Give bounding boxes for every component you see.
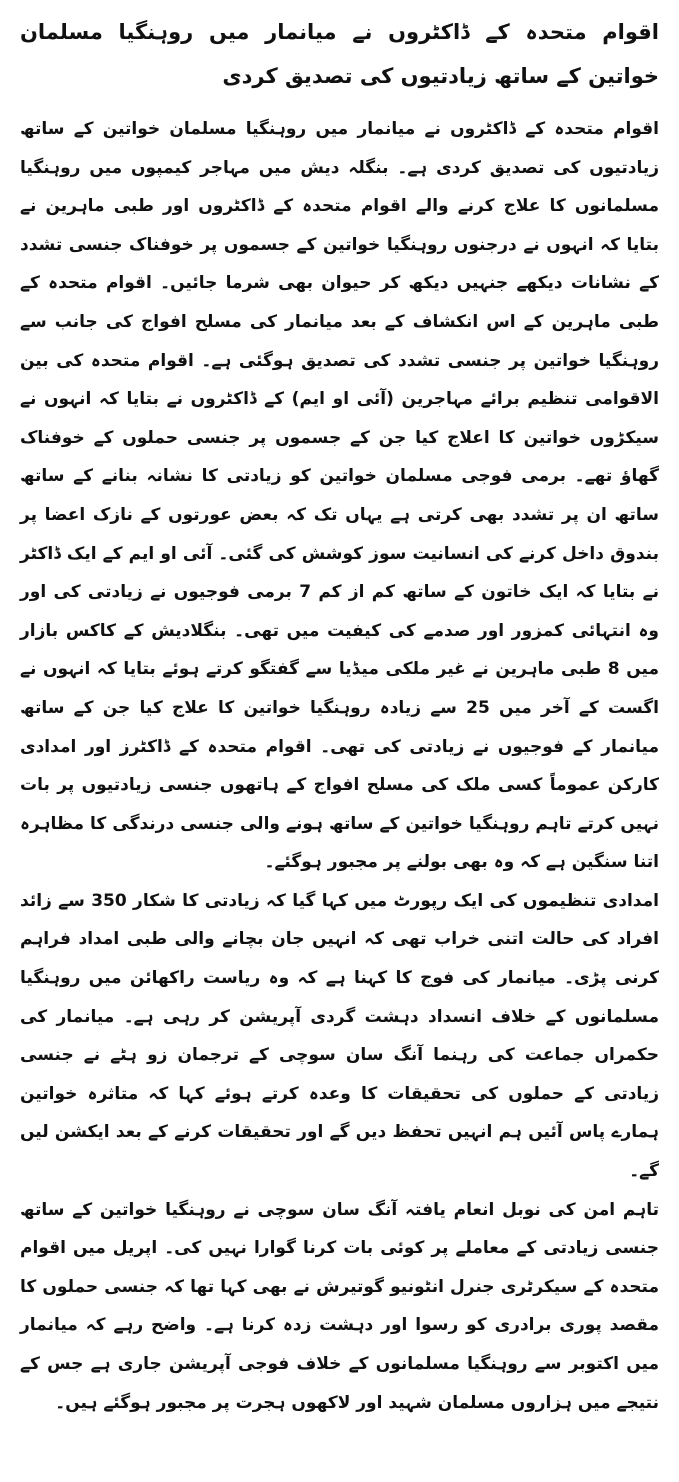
article-body [20,110,659,1422]
article-paragraph-3: تاہم امن کی نوبل انعام یافتہ آنگ سان سوچی نے روہنگیا خواتین کے ساتھ جنسی زیادتی کے معاملے پر کوئی بات کرنا گوارا نہیں کی۔ اپریل میں اقوام متحدہ کے سیکرٹری جنرل انٹونیو گوتیرش نے بھی کہا تھا کہ جنسی حملوں کا مقصد پوری برادری کو رسوا اور دہشت زدہ کرنا ہے۔ واضح رہے کہ میانمار میں اکتوبر سے روہنگیا مسلمانوں کے خلاف فوجی آپریشن جاری ہے جس کے نتیجے میں ہزاروں مسلمان شہید اور لاکھوں ہجرت پر مجبور ہوگئے ہیں۔ [20,1199,659,1413]
article-paragraph-1: اقوام متحدہ کے ڈاکٹروں نے میانمار میں روہنگیا مسلمان خواتین کے ساتھ زیادتیوں کی تصدیق کردی ہے۔ بنگلہ دیش میں مہاجر کیمپوں میں روہنگیا مسلمانوں کا علاج کرنے والے اقوام متحدہ کے ڈاکٹروں اور طبی ماہرین نے بتایا کہ انہوں نے درجنوں روہنگیا خواتین کے جسموں پر خوفناک جنسی تشدد کے نشانات دیکھے جنہیں دیکھ کر حیوان بھی شرما جائیں۔ اقوام متحدہ کے طبی ماہرین کے اس انکشاف کے بعد میانمار کی مسلح افواج کی جانب سے روہنگیا خواتین پر جنسی تشدد کی تصدیق ہوگئی ہے۔ اقوام متحدہ کی بین الاقوامی تنظیم برائے مہاجرین (آئی او ایم) کے ڈاکٹروں نے بتایا کہ انہوں نے سیکڑوں خواتین کا اعلاج کیا جن کے جسموں پر جنسی حملوں کے خوفناک گھاؤ تھے۔ برمی فوجی مسلمان خواتین کو زیادتی کا نشانہ بنانے کے ساتھ ساتھ ان پر تشدد بھی کرتی ہے یہاں تک کہ بعض عورتوں کے نازک اعضا پر بندوق داخل کرنے کی انسانیت سوز کوشش کی گئی۔ آئی او ایم کے ایک ڈاکٹر نے بتایا کہ ایک خاتون کے ساتھ کم از کم 7 برمی فوجیوں نے زیادتی کی اور وہ انتہائی کمزور اور صدمے کی کیفیت میں تھی۔ بنگلادیش کے کاکس بازار میں 8 طبی ماہرین نے غیر ملکی میڈیا سے گفتگو کرتے ہوئے بتایا کہ انہوں نے اگست کے آخر میں 25 سے زیادہ روہنگیا خواتین کا علاج کیا جن کے ساتھ میانمار کے فوجیوں نے زیادتی کی تھی۔ اقوام متحدہ کے ڈاکٹرز اور امدادی کارکن عموماً کسی ملک کی مسلح افواج کے ہاتھوں جنسی زیادتیوں پر بات نہیں کرتے تاہم روہنگیا خواتین کے ساتھ ہونے والی جنسی درندگی کا مظاہرہ اتنا سنگین ہے کہ وہ بھی بولنے پر مجبور ہوگئے۔ [20,119,660,873]
article-paragraph-2: امدادی تنظیموں کی ایک رپورٹ میں کہا گیا کہ زیادتی کا شکار 350 سے زائد افراد کی حالت اتنی خراب تھی کہ انہیں جان بچانے والی طبی امداد فراہم کرنی پڑی۔ میانمار کی فوج کا کہنا ہے کہ وہ ریاست راکھائن میں روہنگیا مسلمانوں کے خلاف انسداد دہشت گردی آپریشن کر رہی ہے۔ میانمار کی حکمراں جماعت کی رہنما آنگ سان سوچی کے ترجمان زو ہٹے نے جنسی زیادتی کے حملوں کی تحقیقات کا وعدہ کرتے ہوئے کہا کہ متاثرہ خواتین ہمارے پاس آئیں ہم انہیں تحفظ دیں گے اور تحقیقات کرنے کے بعد ایکشن لیں گے۔ [20,890,659,1182]
article-headline: اقوام متحدہ کے ڈاکٹروں نے میانمار میں روہنگیا مسلمان خواتین کے ساتھ زیادتیوں کی تصدیق کردی [20,20,659,88]
